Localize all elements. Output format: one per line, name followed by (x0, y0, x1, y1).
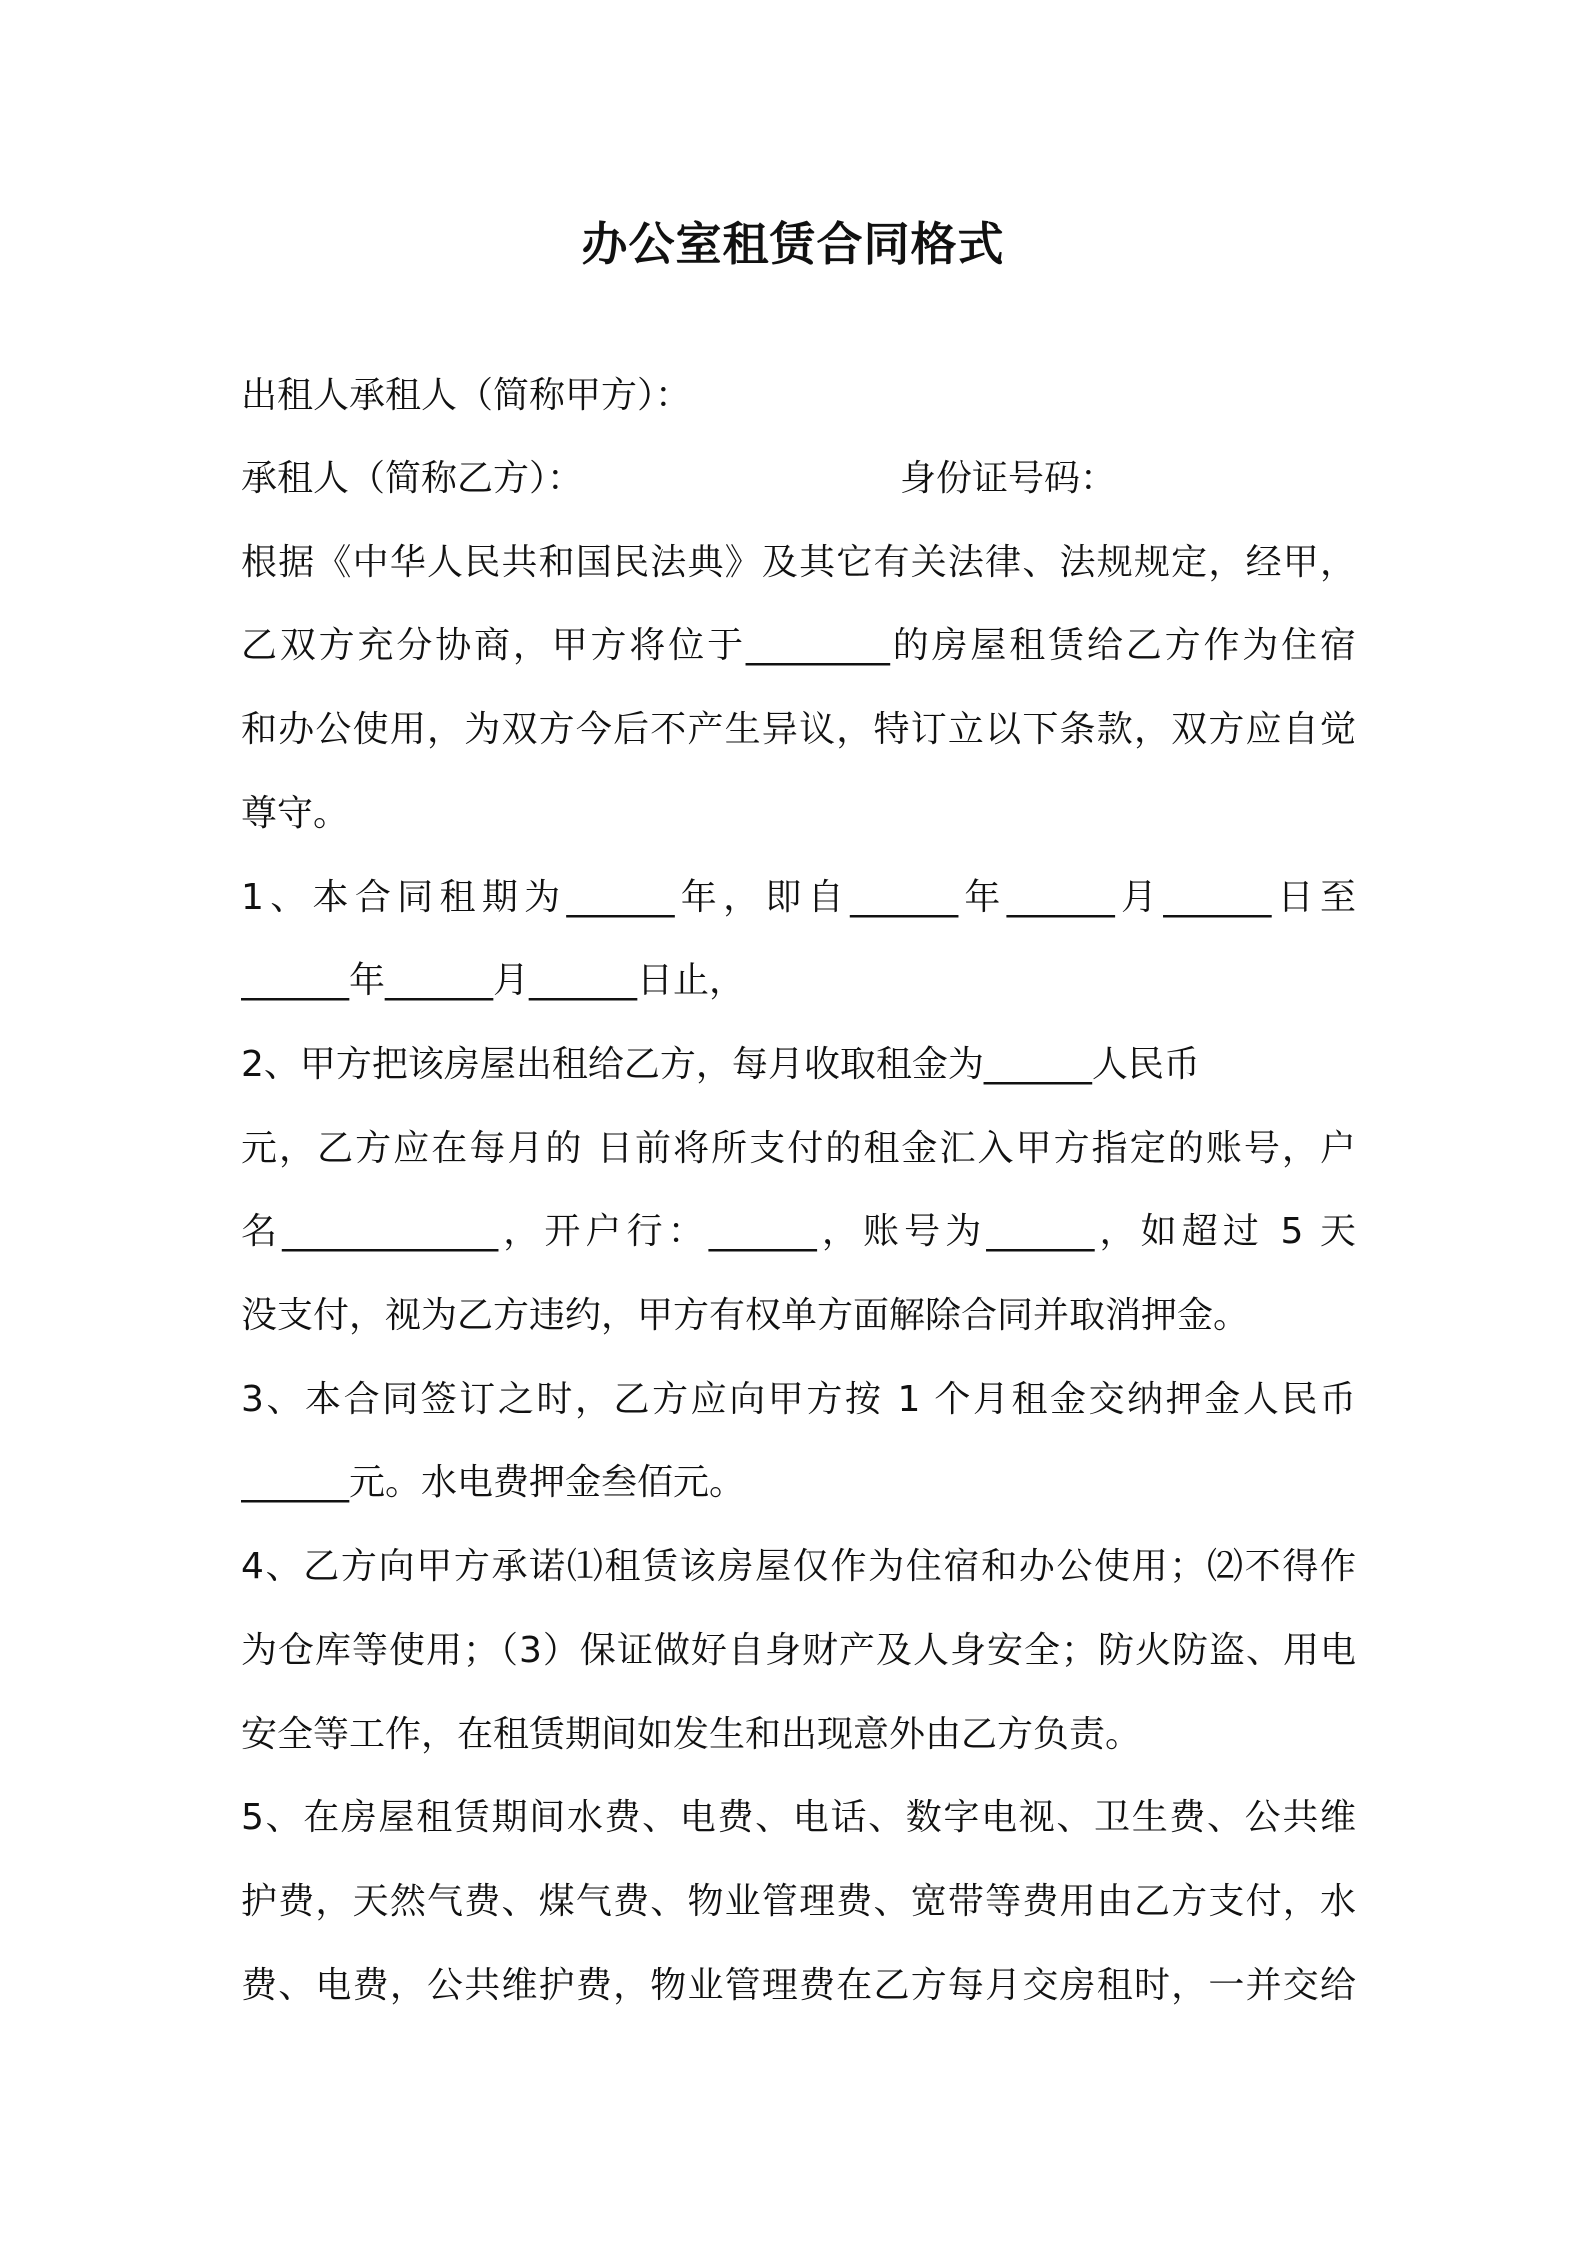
lessee-line: 承租人（简称乙方）： (241, 458, 584, 499)
clause-5-line: 费、电费，公共维护费，物业管理费在乙方每月交房租时，一并交给 (241, 1965, 1356, 2006)
document-title: 办公室租赁合同格式 (581, 217, 1005, 271)
clause-5-line: 5、在房屋租赁期间水费、电费、电话、数字电视、卫生费、公共维 (241, 1797, 1356, 1838)
paragraph-line: 根据《中华人民共和国民法典》及其它有关法律、法规规定，经甲， (241, 542, 1356, 583)
lessor-line: 出租人承租人（简称甲方）： (241, 375, 692, 416)
clause-3-line: ______元。水电费押金叁佰元。 (241, 1462, 746, 1503)
clause-4-line: 为仓库等使用；（3）保证做好自身财产及人身安全；防火防盗、用电 (241, 1630, 1356, 1671)
clause-2-line: 元，乙方应在每月的 日前将所支付的租金汇入甲方指定的账号，户 (241, 1128, 1356, 1169)
clause-4-line: 安全等工作，在租赁期间如发生和出现意外由乙方负责。 (241, 1714, 1142, 1755)
paragraph-line: 和办公使用，为双方今后不产生异议，特订立以下条款，双方应自觉 (241, 709, 1356, 750)
paragraph-line: 乙双方充分协商，甲方将位于________的房屋租赁给乙方作为住宿 (241, 625, 1356, 666)
clause-1-line: ______年______月______日止， (241, 960, 746, 1001)
clause-2-line: 没支付，视为乙方违约，甲方有权单方面解除合同并取消押金。 (241, 1295, 1250, 1336)
clause-2-line: 2、甲方把该房屋出租给乙方，每月收取租金为______人民币 (241, 1044, 1200, 1085)
paragraph-line: 尊守。 (241, 793, 350, 834)
clause-3-line: 3、本合同签订之时，乙方应向甲方按 1 个月租金交纳押金人民币 (241, 1379, 1356, 1420)
clause-5-line: 护费，天然气费、煤气费、物业管理费、宽带等费用由乙方支付，水 (241, 1881, 1356, 1922)
clause-2-line: 名____________，开户行：______，账号为______，如超过 5 天 (241, 1211, 1356, 1252)
id-number-label: 身份证号码： (900, 458, 1117, 499)
clause-1-line: 1、本合同租期为______年，即自______年______月______日至 (241, 877, 1356, 918)
clause-4-line: 4、乙方向甲方承诺⑴租赁该房屋仅作为住宿和办公使用；⑵不得作 (241, 1546, 1356, 1587)
